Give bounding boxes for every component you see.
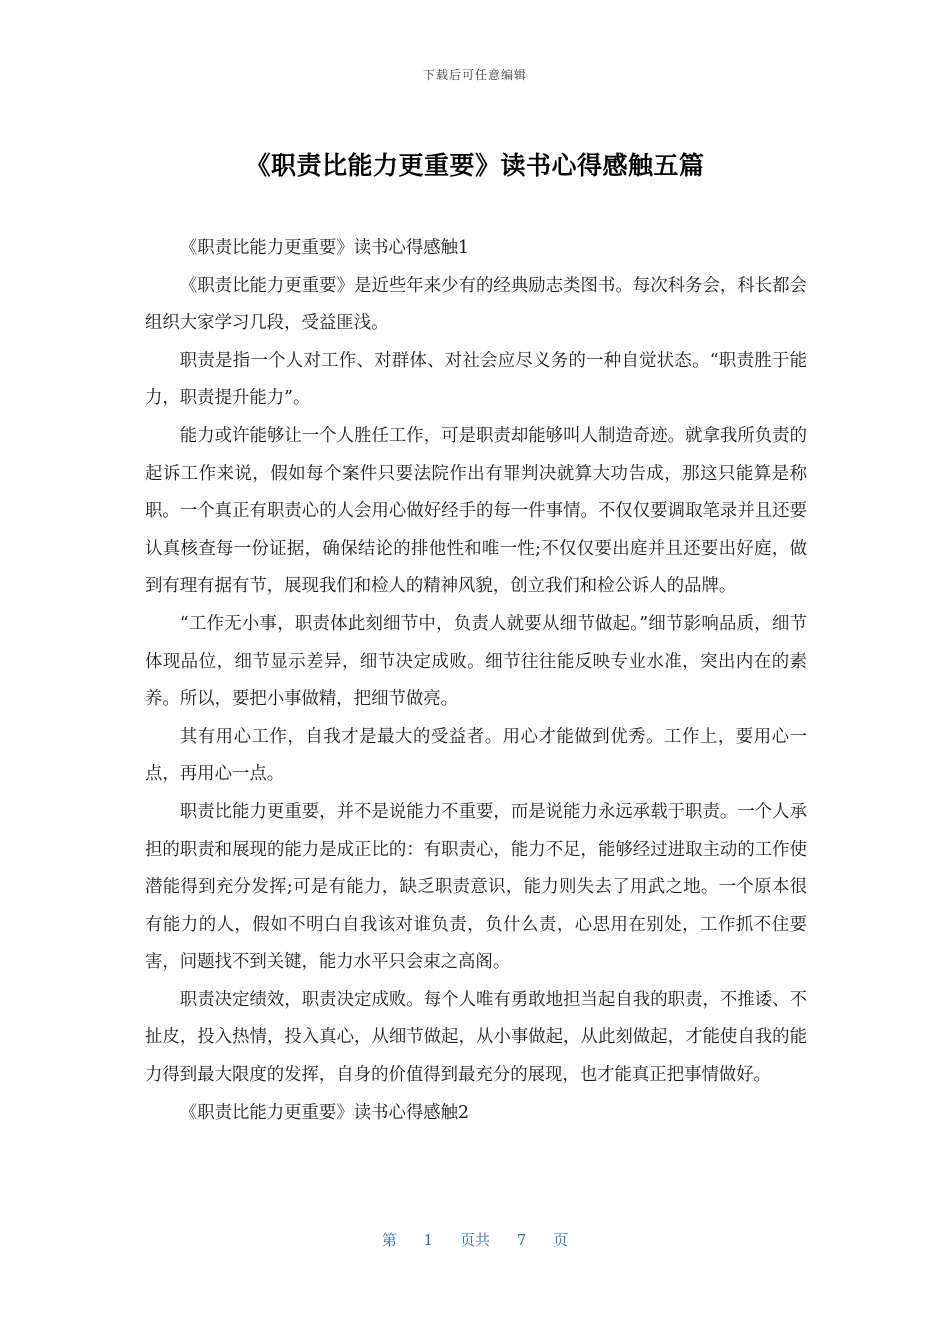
paragraph-section-heading: 《职责比能力更重要》读书心得感触1 (179, 238, 470, 258)
paragraph: 职责比能力更重要，并不是说能力不重要，而是说能力永远承载于职责。一个人承担的职责和展现的能力是成正比的：有职责心，能力不足，能够经过进取主动的工作使潜能得到充分发挥;可是有能力，缺乏职责意识，能力则失去了用武之地。一个原本很有能力的人，假如不明白自我该对谁负责，负什么责，心思用在别处，工作抓不住要害，问题找不到关键，能力水平只会束之高阁。 (145, 801, 807, 973)
document-title: 《职责比能力更重要》读书心得感触五篇 (245, 151, 705, 180)
page-number-middle: 页共 (459, 1231, 490, 1249)
page-number-suffix: 页 (553, 1231, 569, 1249)
paragraph-section-heading: 《职责比能力更重要》读书心得感触2 (179, 1102, 470, 1123)
paragraph: 其有用心工作，自我才是最大的受益者。用心才能做到优秀。工作上，要用心一点，再用心一点。 (145, 726, 807, 785)
page-header: 下载后可任意编辑 (422, 68, 527, 82)
page-number-prefix: 第 (381, 1231, 397, 1249)
paragraph: 《职责比能力更重要》是近些年来少有的经典励志类图书。每次科务会，科长都会组织大家学习几段，受益匪浅。 (145, 275, 807, 334)
paragraph: 能力或许能够让一个人胜任工作，可是职责却能够叫人制造奇迹。就拿我所负责的起诉工作来说，假如每个案件只要法院作出有罪判决就算大功告成，那这只能算是称职。一个真正有职责心的人会用心做好经手的每一件事情。不仅仅要调取笔录并且还要认真核查每一份证据，确保结论的排他性和唯一性;不仅仅要出庭并且还要出好庭，做到有理有据有节，展现我们和检人的精神风貌，创立我们和检公诉人的品牌。 (145, 425, 807, 597)
total-page-count: 7 (516, 1231, 527, 1249)
page-number-footer (0, 1229, 950, 1250)
paragraph: 职责决定绩效，职责决定成败。每个人唯有勇敢地担当起自我的职责，不推诿、不扯皮，投入热情，投入真心，从细节做起，从小事做起，从此刻做起，才能使自我的能力得到最大限度的发挥，自身的价值得到最充分的展现，也才能真正把事情做好。 (145, 989, 807, 1086)
current-page-number: 1 (423, 1231, 434, 1249)
paragraph: 职责是指一个人对工作、对群体、对社会应尽义务的一种自觉状态。“职责胜于能力，职责提升能力”。 (145, 350, 807, 409)
document-body (145, 230, 807, 1132)
paragraph: “工作无小事，职责体此刻细节中，负责人就要从细节做起。”细节影响品质，细节体现品位，细节显示差异，细节决定成败。细节往往能反映专业水准，突出内在的素养。所以，要把小事做精，把细节做亮。 (145, 613, 807, 710)
